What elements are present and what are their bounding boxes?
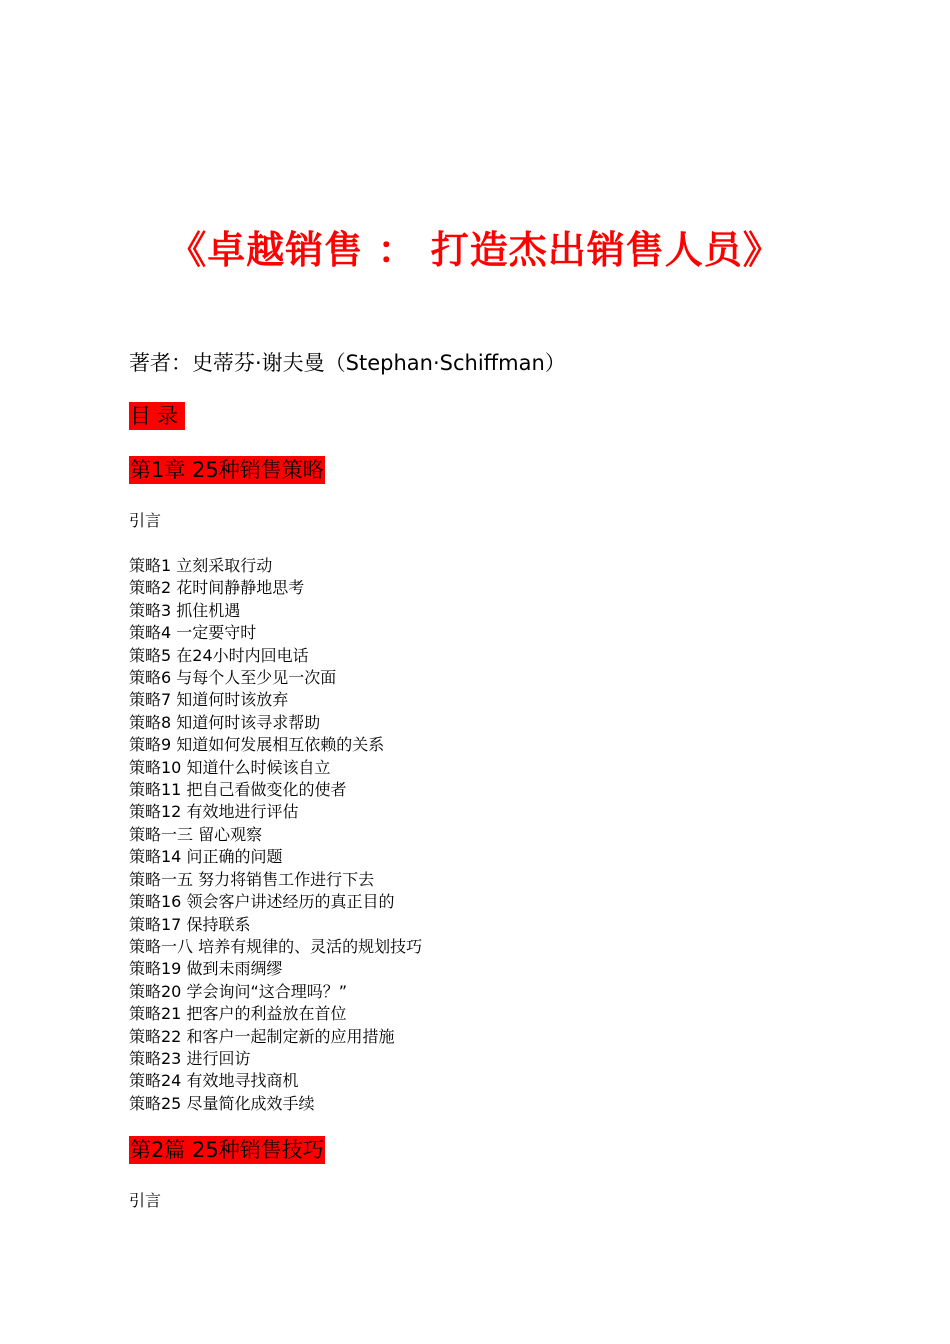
strategy-item: 策略10 知道什么时候该自立 (129, 757, 331, 777)
strategy-item: 策略6 与每个人至少见一次面 (129, 668, 337, 688)
chapter-2-heading: 第2篇 25种销售技巧 (130, 1138, 324, 1162)
strategy-item: 策略20 学会询问“这合理吗？” (129, 981, 348, 1001)
strategy-item: 策略12 有效地进行评估 (129, 802, 299, 822)
chapter-2-intro: 引言 (129, 1191, 162, 1210)
strategy-item: 策略16 领会客户讲述经历的真正目的 (129, 892, 395, 912)
strategy-item: 策略22 和客户一起制定新的应用措施 (129, 1026, 395, 1046)
strategy-item: 策略8 知道何时该寻求帮助 (129, 712, 321, 732)
strategy-item: 策略7 知道何时该放弃 (129, 690, 289, 710)
strategy-item: 策略2 花时间静静地思考 (129, 578, 305, 598)
chapter-1-intro: 引言 (129, 511, 162, 530)
strategy-item: 策略一八 培养有规律的、灵活的规划技巧 (129, 936, 423, 956)
strategy-item: 策略17 保持联系 (129, 914, 251, 934)
author-line: 著者：史蒂芬·谢夫曼（Stephan·Schiffman） (129, 351, 566, 375)
strategy-item: 策略一三 留心观察 (129, 824, 263, 844)
strategy-item: 策略1 立刻采取行动 (129, 556, 273, 575)
strategy-item: 策略4 一定要守时 (129, 623, 257, 643)
strategy-item: 策略19 做到未雨绸缪 (129, 959, 283, 979)
strategy-item: 策略5 在24小时内回电话 (129, 645, 309, 665)
strategy-item: 策略23 进行回访 (129, 1048, 251, 1068)
chapter-1-heading: 第1章 25种销售策略 (130, 458, 324, 482)
strategy-item: 策略14 问正确的问题 (129, 847, 283, 867)
strategy-item: 策略9 知道如何发展相互依赖的关系 (129, 735, 385, 755)
strategy-item: 策略11 把自己看做变化的使者 (129, 780, 347, 800)
strategy-item: 策略3 抓住机遇 (129, 600, 241, 620)
strategy-item: 策略24 有效地寻找商机 (129, 1071, 299, 1091)
toc-heading: 目录 (130, 404, 184, 428)
strategy-item: 策略25 尽量简化成效手续 (129, 1093, 315, 1113)
strategy-item: 策略21 把客户的利益放在首位 (129, 1004, 347, 1024)
document-title: 《卓越销售 ： 打造杰出销售人员》 (168, 228, 782, 272)
strategy-item: 策略一五 努力将销售工作进行下去 (129, 869, 375, 889)
strategy-list (129, 555, 422, 1115)
